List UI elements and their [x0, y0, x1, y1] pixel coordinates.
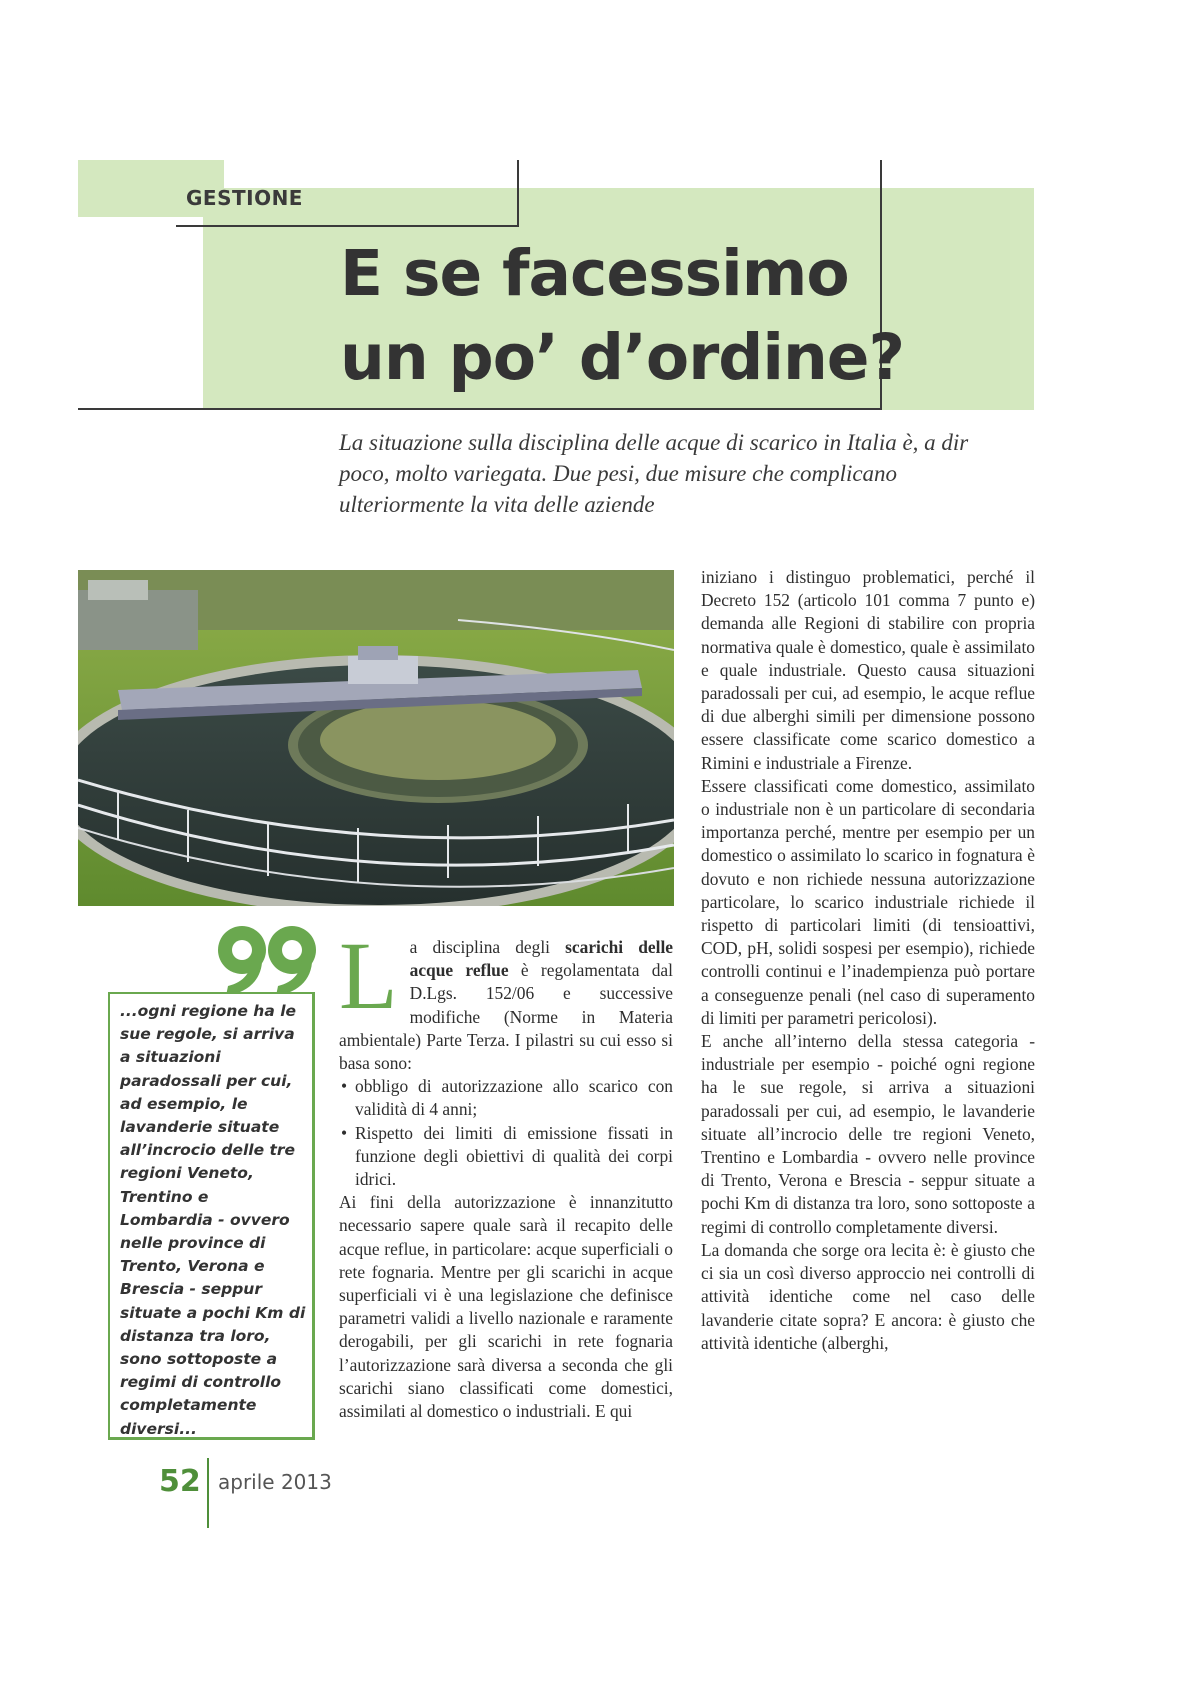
paragraph: La domanda che sorge ora lecita è: è giusto che ci sia un così diverso approccio nei controlli di attività identiche come nel caso delle lavanderie citate sopra? E ancora: è giusto che attività identiche (alberghi, — [701, 1239, 1035, 1353]
intro-text-b: è regolamentata dal D.Lgs. 152/06 e successive modifiche (Norme in Materia ambientale) Parte Terza. I pilastri su cui esso si basa sono: — [339, 960, 673, 1074]
article-column-1 — [339, 922, 673, 1423]
article-title — [340, 232, 904, 400]
pillars-list — [339, 1075, 673, 1191]
issue-date: aprile 2013 — [218, 1470, 332, 1494]
title-divider-horizontal — [78, 408, 882, 410]
intro-text-a: a disciplina degli — [409, 937, 566, 957]
paragraph: Ai fini della autorizzazione è innanzitutto necessario sapere quale sarà il recapito delle acque reflue, in particolare: acque superficiali o rete fognaria. Mentre per gli scarichi in acque superficiali vi è una legislazione che definisce parametri validi a livello nazionale e raramente derogabili, per gli scarichi in rete fognaria l’autorizzazione sarà diversa a seconda che gli scarichi siano classificati come domestici, assimilati al domestico o industriali. E qui — [339, 1192, 673, 1422]
paragraph: iniziano i distinguo problematici, perché il Decreto 152 (articolo 101 comma 7 punto e) demanda alle Regioni di stabilire con propria normativa quale è domestico, quale è assimilato e quale industriale. Questo causa situazioni paradossali per cui, ad esempio, le acque reflue di due alberghi simili per dimensione possono essere classificate come scarico domestico a Rimini e industriale a Firenze. — [701, 567, 1035, 773]
title-line-1: E se facessimo — [340, 237, 849, 310]
paragraph: Essere classificati come domestico, assimilato o industriale non è un particolare di secondaria importanza perché, mentre per esempio per un domestico o assimilato lo scarico in fognatura è dovuto e non richiede nessuna autorizzazione particolare, lo scarico industriale richiede il rispetto di particolari limiti (di tensioattivi, COD, pH, solidi sospesi per esempio), richiede controlli continui e l’inadempienza può portare a conseguenze penali (nel caso di superamento di limiti per parametri pericolosi). — [701, 775, 1035, 1028]
footer-divider — [207, 1458, 209, 1528]
article-photo — [78, 570, 674, 906]
paragraph: E anche all’interno della stessa categoria - industriale per esempio - poiché ogni regione ha le sue regole, si arriva a situazioni paradossali per cui, ad esempio, le lavanderie situate all’incrocio delle tre regioni Veneto, Trentino e Lombardia - ovvero nelle province di Trento, Verona e Brescia - seppur situate a pochi Km di distanza tra loro, sono sottoposte a regimi di controllo completamente diversi. — [701, 1031, 1035, 1237]
intro-text-bold: scarichi delle acque reflue — [409, 937, 673, 981]
drop-cap: L — [339, 922, 398, 1029]
pull-quote: ...ogni regione ha le sue regole, si arriva a situazioni paradossali per cui, ad esempio, le lavanderie situate all’incrocio delle tre regioni Veneto, Trentino e Lombardia - ovvero nelle province di Trento, Verona e Brescia - seppur situate a pochi Km di distanza tra loro, sono sottoposte a regimi di controllo completamente diversi... — [120, 1002, 306, 1438]
article-lead: La situazione sulla disciplina delle acque di scarico in Italia è, a dir poco, molto variegata. Due pesi, due misure che complicano ulteriormente la vita delle aziende — [339, 430, 969, 517]
list-item: • Rispetto dei limiti di emissione fissati in funzione degli obiettivi di qualità dei corpi idrici. — [339, 1122, 673, 1192]
quote-icon — [212, 920, 322, 1000]
list-item: • obbligo di autorizzazione allo scarico con validità di 4 anni; — [339, 1075, 673, 1121]
article-column-2 — [701, 566, 1035, 1355]
section-label: GESTIONE — [186, 186, 303, 210]
title-line-2: un po’ d’ordine? — [340, 321, 905, 394]
clarifier-illustration — [78, 570, 674, 906]
page-number: 52 — [159, 1464, 201, 1499]
